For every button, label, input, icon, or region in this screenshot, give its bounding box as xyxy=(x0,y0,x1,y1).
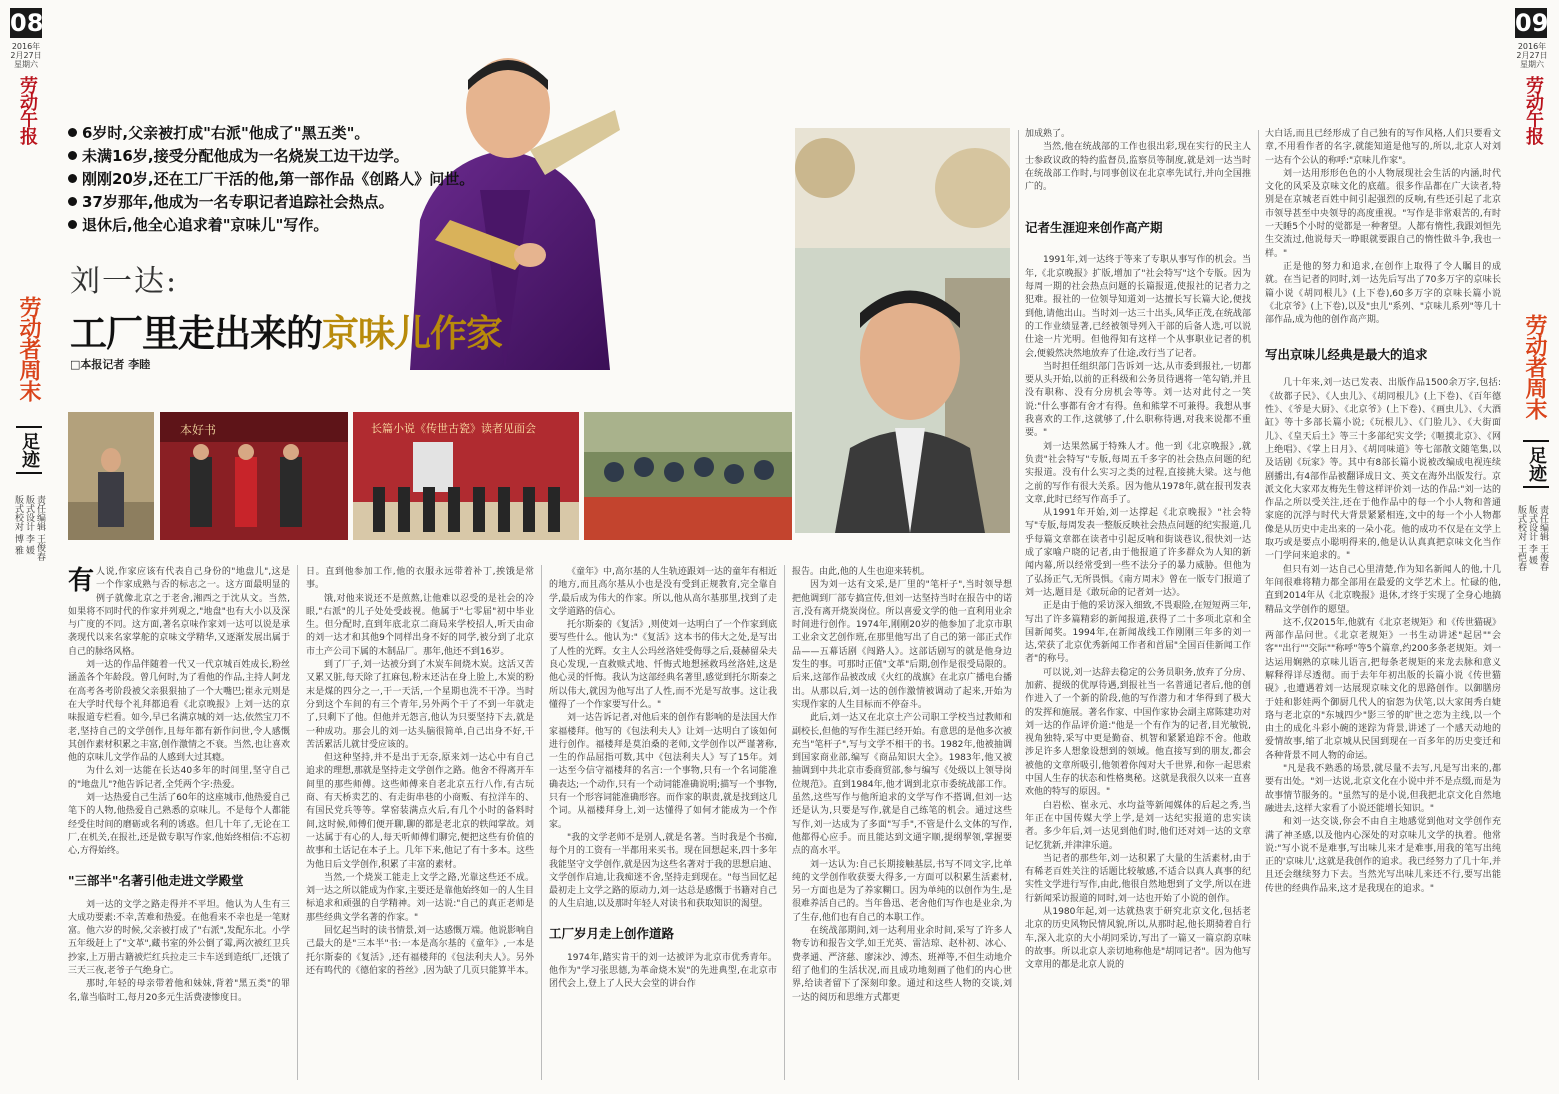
newspaper-logo-left: 劳动午报 xyxy=(17,76,38,144)
subsection-left: 足迹 xyxy=(16,426,42,474)
bullet-item: 刚刚20岁,还在工厂干活的他,第一部作品《创路人》问世。 xyxy=(68,168,548,191)
headline-name: 刘一达: xyxy=(70,264,179,299)
editor-credits-right: 责任编辑 王俊春 版式设计 李 媛 版式校对 王恺春 xyxy=(1516,505,1548,571)
subhead-classic-pursuit: 写出京味儿经典是最大的追求 xyxy=(1265,347,1428,363)
page-number-left: 08 xyxy=(10,9,44,37)
byline: □本报记者 李睦 xyxy=(70,358,151,371)
article-column-6: 大白话,而且已经形成了自己独有的写作风格,人们只要看文章,不用看作者的名字,就能知道是他写的,所以,北京人对刘一达有个公认的称呼:"京味儿作家"。 刘一达用形形色色的小人物展现社会生活的内涵,时代文化的风采及京味文化的底蕴。很多作品都在广大读者,特别是在京城老百姓中间引起强烈的反响,有些还引起了北京市领导甚至中央领导的高度重视。"写作是非常艰苦的,有时一天睡5个小时的觉都是一种奢望。人都有惰性,我跟刘恒先生交流过,他说每天一睁眼就要跟自己的惰性做斗争,我也一样。" 正是他的努力和追求,在创作上取得了令人瞩目的成就。在当记者的同时,刘一达先后写出了70多万字的京味长篇小说《胡同根儿》(上下卷),60多万字的京味长篇小说《北京爷》(上下卷),以及"虫儿"系列、"京味儿系列"等几十部作品,成为他的创作高产期。 写出京味儿经典是最大的追求 几十年来,刘一达已发表、出版作品1500余万字,包括:《故都子民》、《人虫儿》、《胡同根儿》(上下卷)、《百年德性》、《爷是大厨》、《北京爷》(上下卷)、《画虫儿》、《大酒缸》等十多部长篇小说;《玩根儿》、《门脸儿》、《大街面儿》、《皇天后土》等三十多部纪实文学;《咂摸北京》、《网上绝唱》、《掌上日月》、《胡同味道》等七部散文随笔集,以及话剧《玩家》等。其中有8部长篇小说被改编成电视连续剧播出,有4部作品被翻译成日文、英文在海外出版发行。京派文化大家邓友梅先生曾这样评价刘一达的作品:"刘一达的作品之所以受关注,还在于他作品中的每一个小人物和普通家庭的沉浮与时代大背景紧紧相连,文中的每一个小人物都像是从历史中走出来的一朵小花。他的成功不仅是在文学上取巧或是要点小聪明得来的,他是认认真真把京味文化当作一门学问来追求的。" 但只有刘一达自己心里清楚,作为知名新闻人的他,十几年间很难将精力都全部用在最爱的文学艺术上。忙碌的他,直到2014年从《北京晚报》退休,才终于实现了全身心地搞精品文学创作的愿望。 这不,仅2015年,他就有《北京老规矩》和《传世猫砚》两部作品问世。《北京老规矩》一书生动讲述"起居""会客""出行""交际""称呼"等5个篇章,约200多条老规矩。刘一达运用娴熟的京味儿语言,把每条老规矩的来龙去脉和意义解释得详尽透彻。而于去年年初出版的长篇小说《传世猫砚》,也遭遇着刘一达展现京味文化的思路创作。以御膳房于娃和影娃两个御厨几代人的宿怨为伏笔,以大家闺秀白婕珞与老北京的"东城四少"影三爷的旷世之恋为主线,以一个由土的成化斗彩小碗的迷踪为背景,讲述了一个感天动地的爱情故事,缩了北京城从民国到现在一百多年的历史变迁和各种背景不同人物的命运。 "凡是我不熟悉的场景,就尽量不去写,凡是写出来的,都要有出处。"刘一达说,北京文化在小说中并不是点缀,而是为故事情节服务的。"虽然写的是小说,但我把北京文化自然地融进去,这样大家看了小说还能增长知识。" 和刘一达交谈,你会不由自主地感觉到他对文学创作充满了神圣感,以及他内心深处的对京味儿文学的执着。他常说:"写小说不是难事,写出味儿来才是难事,用我的笔写出纯正的'京味儿',这就是我创作的追求。我已经努力了几十年,并且还会继续努力下去。当然光写出味儿来还不行,要写出能传世的经典作品来,这才是我现在的追求。" xyxy=(1265,129,1501,894)
photo-stage-event xyxy=(160,412,348,540)
portrait-photo xyxy=(795,128,1010,533)
bullet-item: 37岁那年,他成为一名专职记者追踪社会热点。 xyxy=(68,191,548,214)
subhead-factory-years: 工厂岁月走上创作道路 xyxy=(549,925,675,941)
column-divider xyxy=(1018,130,1019,1080)
article-column-3: 《童年》中,高尔基的人生轨迹跟刘一达的童年有相近的地方,而且高尔基从小也是没有受到正规教育,完全靠自学,最后成为伟大的作家。所以,他从高尔基那里,找到了走文学道路的信心。 托尔斯泰的《复活》,则使刘一达明白了一个作家到底要写些什么。他认为:"《复活》这本书的伟大之处,是写出了人性的光辉。女主人公玛丝洛娃受侮辱之后,聂赫留朵夫良心发现,一直救赎式地、忏悔式地想拯救玛丝洛娃,这是他心灵的忏悔。我认为这部经典名著里,感觉到托尔斯泰之所以伟大,就因为他写出了人性,而不光是写故事。这让我懂得了一个作家要写什么。" 刘一达告诉记者,对他后来的创作有影响的是法国大作家福楼拜。他写的《包法利夫人》让刘一达明白了该如何进行创作。福楼拜是莫泊桑的老师,文学创作以严谨著称,一生的作品屈指可数,其中《包法利夫人》写了15年。刘一达至今信守福楼拜的名言:一个事物,只有一个名词能准确表达;一个动作,只有一个动词能准确说明;描写一个事物,只有一个形容词能准确形容。而作家的职责,就是找到这几个词。从福楼拜身上,刘一达懂得了如何才能成为一个作家。 "我的文学老师不是别人,就是名著。当时我是个书痴,每个月的工资有一半都用来买书。现在回想起来,四十多年我能坚守文学创作,就是因为这些名著对于我的思想启迪、文学创作启迪,让我痴迷不舍,坚持走到现在。"每当回忆起最初走上文学之路的原动力,刘一达总是感慨于书籍对自己的人生启迪,以及那时年轻人对读书和获取知识的渴望。 工厂岁月走上创作道路 1974年,踏实肯干的刘一达被评为北京市优秀青年。他作为"学习张思德,为革命烧木炭"的先进典型,在北京市团代会上,登上了人民大会堂的讲台作 xyxy=(549,567,777,990)
bullet-item: 未满16岁,接受分配他成为一名烧炭工边干边学。 xyxy=(68,145,548,168)
subhead-reporter-career: 记者生涯迎来创作高产期 xyxy=(1025,220,1163,236)
photo-standing-man xyxy=(68,412,154,540)
article-column-2: 日。直到他参加工作,他的衣服永远带着补丁,挨饿是常事。 饿,对他来说还不是煎熬,让他难以忍受的是社会的冷眼,"右派"的儿子处处受歧视。他属于"七零届"初中毕业生。但分配时,直到年底北京二商局来学校招人,听天由命的刘一达才和其他9个同样出身不好的同学,被分到了北京市土产公司下属的木制品厂。那年,他还不到16岁。 到了厂子,刘一达被分到了木炭车间烧木炭。这活又苦又累又脏,每天除了扛麻包,粉末还沾在身上脸上,木炭的粉末是煤的四分之一,干一天活,一个星期也洗不干净。当时分到这个车间的有三个青年,另外两个干了不到一年就走了,只剩下了他。但他并无怨言,他认为只要坚持下去,就是一种成功。那会儿的刘一达头脑很简单,自己出身不好,干苦活累活儿就甘受应该的。 但这种坚持,并不是出于无奈,原来刘一达心中有自己追求的理想,那就是坚持走文学创作之路。他舍不得离开车间里的那些师傅。这些师傅来自老北京五行八作,有古玩商、有天桥卖艺的、有走街串巷的小商贩、有拉洋车的、有国民党兵等等。掌窑装满点火后,有几个小时的备料时间,这时候,师傅们便开聊,聊的都是老北京的轶闻掌故。刘一达属于有心的人,每天听师傅们聊完,便把这些有价值的故事和土话记在本子上。几年下来,他记了有十多本。这些为他日后文学创作,积累了丰富的素材。 当然,一个烧炭工能走上文学之路,光靠这些还不成。刘一达之所以能成为作家,主要还是靠他始终如一的人生目标追求和顽强的自学精神。刘一达说:"自己的真正老师是那些经典文学名著的作家。" 回忆起当时的读书情景,刘一达感慨万端。他说影响自己最大的是"三本半"书:一本是高尔基的《童年》,一本是托尔斯泰的《复活》,还有福楼拜的《包法利夫人》。另外还有鸣代的《德伯家的苔丝》,因为缺了几页只能算半本。 xyxy=(306,567,534,976)
drop-cap: 有 xyxy=(68,566,95,596)
column-divider xyxy=(1258,130,1259,1080)
newspaper-logo-right: 劳动午报 xyxy=(1523,76,1544,144)
date-right: 2016年 2月27日 星期六 xyxy=(1516,42,1548,69)
column-divider xyxy=(297,565,298,1080)
article-column-4: 报告。由此,他的人生也迎来转机。 因为刘一达有文采,是厂里的"笔杆子",当时领导想把他调到厂部专搞宣传,但刘一达坚持当时在报告中的诺言,没有离开烧炭岗位。所以喜爱文学的他一直利用业余时间进行创作。1974年,刚刚20岁的他参加了北京市职工业余文艺创作班,在那里他写出了自己的第一部正式作品——五幕话剧《闯路人》。这部话剧写的就是他身边发生的事。可那时正值"文革"后期,创作是很受局限的。后来,这部作品被改成《火红的战旗》在北京广播电台播出。从那以后,刘一达的创作激情被调动了起来,开始为实现作家的人生目标而不停奋斗。 此后,刘一达又在北京土产公司职工学校当过教师和副校长,但他的写作生涯已经开始。有意思的是他多次被充当"笔杆子",写与文学不相干的书。1982年,他被抽调到国家商业部,编写《商品知识大全》。1983年,他又被抽调到中共北京市委商贸部,参与编写《处级以上领导岗位规范》。直到1984年,他才调到北京市委统战部工作。虽然,这些写作与他所追求的文学写作不搭调,但刘一达还是认为,只要是写作,就是自己练笔的机会。通过这些写作,刘一达成为了多面"写手",不管是什么文体的写作,他都得心应手。而且能达到文通字顺,提纲挈领,掌握要点的高水平。 刘一达认为:自己长期接触基层,书写不同文字,比单纯的文学创作收获要大得多,一方面可以积累生活素材,另一方面也是为了养家糊口。因为单纯的以创作为生,是很难养活自己的。当年鲁迅、老舍他们写作也是业余,为了生存,他们也有自己的本职工作。 在统战部期间,刘一达利用业余时间,采写了许多人物专访和报告文学,如王光英、雷洁琼、赵朴初、冰心、费孝通、严济慈、廖沫沙、溥杰、班禅等,不但生动地介绍了他们的生活状况,而且成功地刻画了他们的内心世界,给读者留下了深刻印象。通过和这些人物的交谈,刘一达的阅历和思维方式都更 xyxy=(792,567,1012,1003)
editor-credits-left: 责任编辑 王俊春 版式设计 李 媛 版式校对 博 雅 xyxy=(13,495,45,561)
photo-book-launch xyxy=(353,412,579,540)
article-column-1: 有人说,作家应该有代表自己身份的"地盘儿",这是一个作家成熟与否的标志之一。这方面最明显的例子就像北京之于老舍,湘西之于沈从文。当然,如果将不同时代的作家并列观之,"地盘"也有大小以及深与广度的不同。这方面,著名京味作家刘一达可以说是承袭现代以来名家掌舵的京味文学精华,又逐渐发展出属于自己的脉络风格。 刘一达的作品伴随着一代又一代京城百姓成长,粉丝涵盖各个年龄段。曾几何时,为了看他的作品,主持人阿龙在高考各考阶段被父亲狠狠抽了一个大嘴巴;崔永元则是在大学时代每个礼拜都追看《北京晚报》上刘一达的京味报道专栏看。如今,早已名满京城的刘一达,依然宝刀不老,坚持自己的文学创作,且每年都有新作问世,令人感慨其创作素材积累之丰富,创作激情之不衰。当然,也让喜欢他的京味儿文学作品的人感到大过其瘾。 为什么刘一达能在长达40多年的时间里,坚守自己的"地盘儿"?他告诉记者,全凭两个字:热爱。 刘一达热爱自己生活了60年的这座城市,他热爱自己笔下的人物,他热爱自己熟悉的京味儿。不是每个人都能经受住时间的磨砺或名利的诱惑。但几十年了,无论在工厂,在机关,在报社,还是做专职写作家,他始终相信:不忘初心,方得始终。 "三部半"名著引他走进文学殿堂 刘一达的文学之路走得并不平坦。他认为人生有三大成功要素:不幸,苦难和热爱。在他看来不幸也是一笔财富。他六岁的时候,父亲被打成了"右派",发配东北。小学五年级赶上了"文革",藏书室的外公倒了霉,两次被红卫兵抄家,上万册古籍被烂红兵拉走三卡车送到造纸厂,还饿了三天三夜,老爷子气绝身亡。 那时,年轻的母亲带着他和妹妹,背着"黑五类"的罪名,靠当临时工,每月20多元生活费凄惨度日。 xyxy=(68,566,290,1003)
section-title-right: 劳动者周末 xyxy=(1522,314,1547,419)
subsection-right: 足迹 xyxy=(1523,440,1549,488)
poster-text: 长篇小说《传世古瓷》读者见面会 xyxy=(371,422,536,435)
section-title-left: 劳动者周末 xyxy=(16,296,41,401)
subhead-three-books: "三部半"名著引他走进文学殿堂 xyxy=(68,872,244,888)
bullet-item: 退休后,他全心追求着"京味儿"写作。 xyxy=(68,214,548,237)
headline-bullets xyxy=(68,122,548,237)
column-divider xyxy=(541,565,542,1080)
banner-text: 本好书 xyxy=(180,423,217,437)
column-divider xyxy=(784,565,785,1080)
article-column-5: 加成熟了。 当然,他在统战部的工作也很出彩,现在实行的民主人士参政议政的特约监督员,监察员等制度,就是刘一达当时在统战部工作时,与同事创议在北京率先试行,并向全国推广的。 记者生涯迎来创作高产期 1991年,刘一达终于等来了专职从事写作的机会。当年,《北京晚报》扩版,增加了"社会特写"这个专版。因为每周一期的社会热点问题的长篇报道,使报社的记者力之犯难。报社的一位领导知道刘一达擅长写长篇大论,便找到他,请他出山。当时刘一达三十出头,风华正茂,在统战部的工作业绩显著,已经被领导列入干部的后备人选,可以说仕途一片光明。但他得知有这样一个从事职业记者的机会,便毅然决然地放弃了仕途,改行当了记者。 当时担任组织部门告诉刘一达,从市委到报社,一切都要从头开始,以前的正科级和公务员待遇将一笔勾销,并且没有职称、没有分房机会等等。刘一达对此付之一笑说:"什么事都有舍才有得。鱼和熊掌不可兼得。我想从事我喜欢的工作,这就够了,什么职称待遇,对我来说都不重要。" 刘一达果然属于特殊人才。他一到《北京晚报》,就负责"社会特写"专版,每周五千多字的社会热点问题的纪实报道。没有什么实习之类的过程,直接挑大梁。这与他之前的写作有很大关系。因为他从1978年,就在报刊发表文章,此时已经写作高手了。 从1991年开始,刘一达撑起《北京晚报》"社会特写"专版,每周发表一整版反映社会热点问题的纪实报道,几乎每篇文章都在读者中引起反响和街谈巷议,很快刘一达成了家喻户晓的记者,由于他报道了许多群众为人知的新闻内幕,所以经常受到一些不法分子的暴力威胁。但他为了弘扬正气,无所畏惧。《南方周末》曾在一版专门报道了刘一达,题目是《敢玩命的记者刘一达》。 正是由于他的采访深入细致,不畏艰险,在短短两三年,写出了许多篇精彩的新闻报道,获得了二十多项北京和全国新闻奖。1994年,在新闻战线工作刚刚三年多的刘一达,荣获了北京优秀新闻工作者和首届"全国百佳新闻工作者"的称号。 可以说,刘一达辞去稳定的公务员职务,放弃了分房、加薪、提级的优厚待遇,到报社当一名普通记者后,他的创作进入了一个新的阶段,他的写作潜力和才华得到了极大的发挥和施展。著名作家、中国作家协会副主席陈建功对刘一达的作品评价道:"他是一个有作为的记者,目光敏锐,视角独特,采写中更是勤奋、机智和紧紧追踪不舍。他敢涉足许多人想象设想到的领域。他直接写到的朋友,都会被他的文章所吸引,他领着你闯对大千世界,和你一起思索中国人生存的状态和性格奥秘。这就是我很久以来一直喜欢他的特写的原因。" 白岩松、崔永元、水均益等新闻媒体的后起之秀,当年正在中国传媒大学上学,是刘一达纪实报道的忠实读者。多少年后,刘一达见到他们时,他们还对刘一达的文章记忆犹新,并津津乐道。 当记者的那些年,刘一达积累了大量的生活素材,由于有稀老百姓关注的话题比较敏感,不适合以真人真事的纪实性文学进行写作,由此,他很自然地想到了文学,所以在进行新闻采访报道的同时,刘一达也开始了小说的创作。 从1980年起,刘一达就热衷于研究北京文化,包括老北京的历史风物民情风貌,所以,从那时起,他长期骑着自行车,深入北京的大小胡同采访,写出了一篇又一篇京韵京味的故事。所以北京人亲切地称他是"胡同记者"。因为他写文章用的都是北京人说的 xyxy=(1025,129,1251,971)
date-left: 2016年 2月27日 星期六 xyxy=(10,42,42,69)
headline-main: 工厂里走出来的京味儿作家 xyxy=(70,312,502,355)
bullet-item: 6岁时,父亲被打成"右派"他成了"黑五类"。 xyxy=(68,122,548,145)
page-number-right: 09 xyxy=(1515,9,1549,37)
photo-outdoor-signing xyxy=(584,412,792,540)
